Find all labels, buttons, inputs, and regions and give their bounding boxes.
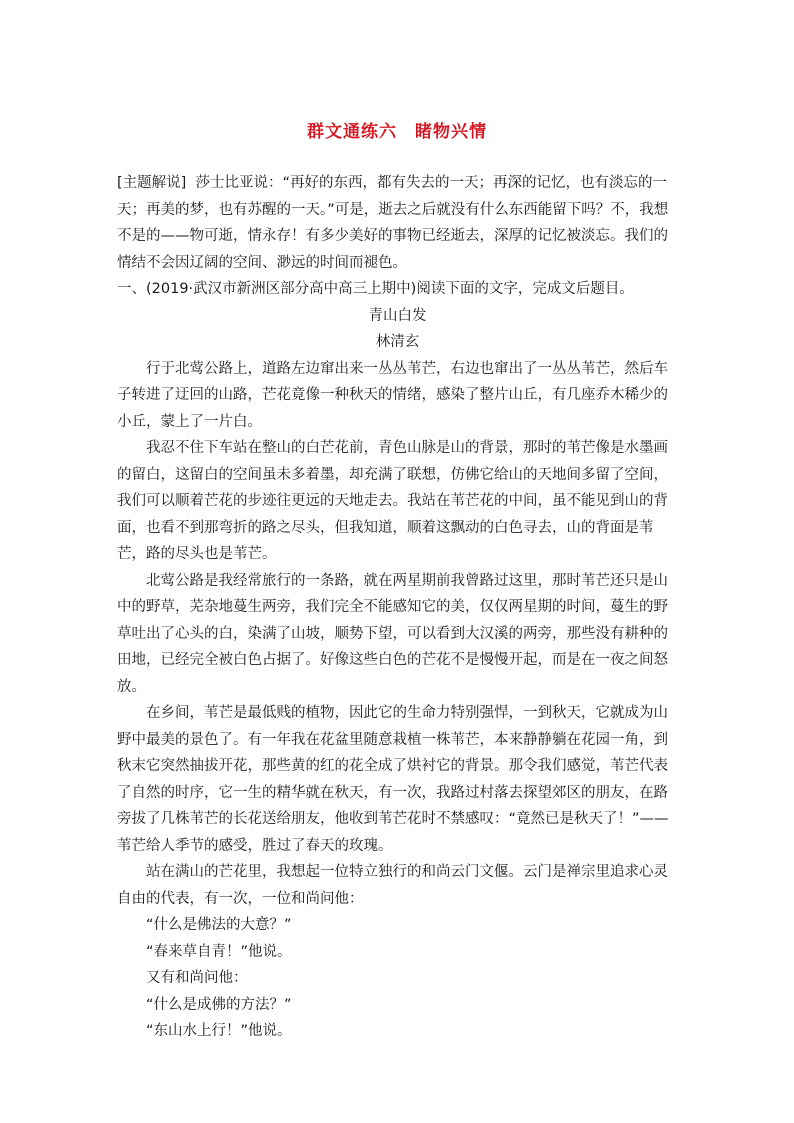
article-paragraph: 在乡间，苇芒是最低贱的植物，因此它的生命力特别强悍，一到秋天，它就成为山野中最美的景色了。有一年我在花盆里随意栽植一株苇芒，本来静静躺在花园一角，到秋末它突然抽拔开花，那些黄的红的花全成了烘衬它的背景。那令我们感觉，苇芒代表了自然的时序，它一生的精华就在秋天，有一次，我路过村落去探望郊区的朋友，在路旁拔了几株苇芒的长花送给朋友，他收到苇芒花时不禁感叹：“竟然已是秋天了！”——苇芒给人季节的感受，胜过了春天的玫瑰。 — [117, 705, 669, 854]
dialogue-line: “春来草自青！”他说。 — [146, 943, 292, 960]
theme-intro — [117, 170, 678, 276]
dialogue-line: “东山水上行！”他说。 — [146, 1023, 292, 1039]
article-paragraph: 我忍不住下车站在整山的白芒花前，青色山脉是山的背景，那时的苇芒像是水墨画的留白，这留白的空间虽未多着墨，却充满了联想，仿佛它给山的天地间多留了空间，我们可以顺着芒花的步迹往更远的天地走去。我站在苇芒花的中间，虽不能见到山的背面，也看不到那弯折的路之尽头，但我知道，顺着这飘动的白色寻去，山的背面是苇芒，路的尽头也是苇芒。 — [117, 440, 668, 562]
title-sub: 睹物兴情 — [415, 122, 487, 142]
article-paragraph: 行于北莺公路上，道路左边窜出来一丛丛苇芒，右边也窜出了一丛丛苇芒，然后车子转进了迂回的山路，芒花竟像一种秋天的情绪，感染了整片山丘，有几座乔木稀少的小丘，蒙上了一片白。 — [117, 360, 668, 430]
question-heading: 一、(2019·武汉市新洲区部分高中高三上期中)阅读下面的文字，完成文后题目。 — [117, 281, 634, 297]
article-title: 青山白发 — [368, 307, 427, 324]
document-body — [117, 170, 678, 1045]
page-title — [0, 120, 794, 144]
title-main: 群文通练六 — [307, 122, 397, 142]
article-author: 林清玄 — [375, 334, 420, 350]
article-paragraph: 北莺公路是我经常旅行的一条路，就在两星期前我曾路过这里，那时苇芒还只是山中的野草，芜杂地蔓生两旁，我们完全不能感知它的美，仅仅两星期的时间，蔓生的野草吐出了心头的白，染满了山坡，顺势下望，可以看到大汉溪的两旁，那些没有耕种的田地，已经完全被白色占据了。好像这些白色的芒花不是慢慢开起，而是在一夜之间怒放。 — [117, 572, 668, 695]
theme-text: 莎士比亚说：“再好的东西，都有失去的一天；再深的记忆，也有淡忘的一天；再美的梦，也有苏醒的一天。”可是，逝去之后就没有什么东西能留下吗？不，我想不是的——物可逝，情永存！有多少美好的事物已经逝去，深厚的记忆被淡忘。我们的情结不会因辽阔的空间、渺远的时间而褪色。 — [117, 175, 669, 271]
theme-tag: [主题解说] — [117, 175, 187, 191]
article-paragraph: 站在满山的芒花里，我想起一位特立独行的和尚云门文偃。云门是禅宗里追求心灵自由的代表，有一次，一位和尚问他： — [117, 864, 668, 907]
dialogue-line: “什么是成佛的方法？” — [146, 996, 292, 1013]
dialogue-line: “什么是佛法的大意？” — [146, 917, 292, 933]
dialogue-intro: 又有和尚问他： — [146, 970, 248, 986]
